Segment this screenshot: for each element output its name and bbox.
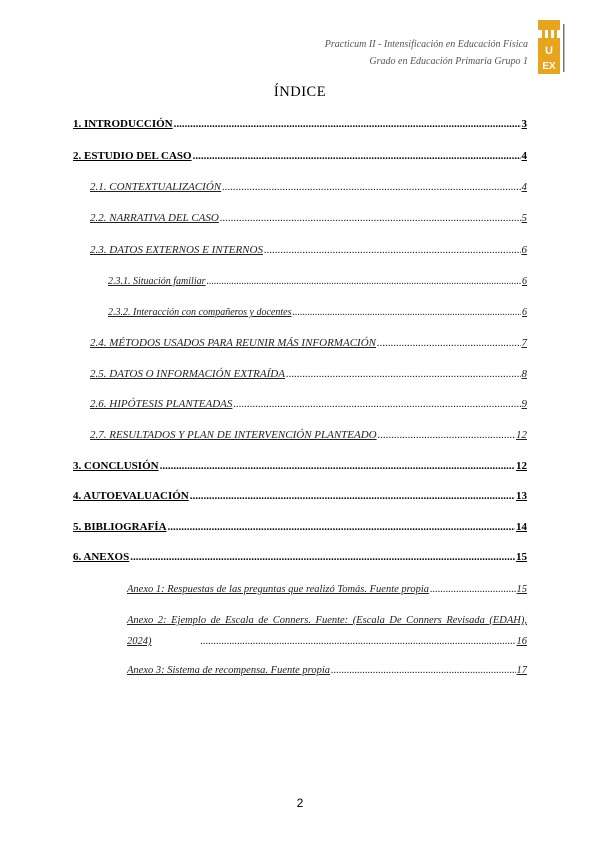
toc-label: 2.7. RESULTADOS Y PLAN DE INTERVENCIÓN PLANTEADO — [90, 429, 377, 441]
toc-label: 6. ANEXOS — [73, 551, 130, 563]
toc-page: 15 — [516, 584, 527, 595]
toc-label: 2.4. MÉTODOS USADOS PARA REUNIR MÁS INFORMACIÓN — [90, 337, 376, 349]
toc-page: 15 — [516, 551, 527, 563]
toc-label: Anexo 2: Ejemplo de Escala de Conners. Fuente: (Escala De Conners Revisada (EDAH), 2024) — [127, 615, 527, 647]
toc-page: 4 — [521, 150, 527, 162]
toc-entry-resultados[interactable] — [90, 429, 527, 441]
toc-label: 2.6. HIPÓTESIS PLANTEADAS — [90, 398, 233, 410]
page-header — [325, 36, 528, 70]
svg-text:U: U — [545, 45, 553, 57]
toc-entry-anexo-1[interactable] — [127, 584, 527, 595]
toc-label: 2.3. DATOS EXTERNOS E INTERNOS — [90, 244, 263, 256]
toc-page: 5 — [521, 212, 527, 224]
toc-page: 12 — [516, 460, 527, 472]
toc-entry-datos-externos[interactable] — [90, 244, 527, 256]
toc-label: 2.3.2. Interacción con compañeros y docentes — [108, 307, 292, 318]
toc-entry-conclusion[interactable] — [73, 460, 527, 472]
toc-entry-hipotesis[interactable] — [90, 398, 527, 410]
svg-text:EX: EX — [542, 61, 556, 72]
toc-entry-metodos[interactable] — [90, 337, 527, 349]
toc-entry-interaccion[interactable] — [108, 307, 527, 318]
toc-page: 7 — [521, 337, 527, 349]
toc-entry-autoevaluacion[interactable] — [73, 490, 527, 502]
toc-label: 2.5. DATOS O INFORMACIÓN EXTRAÍDA — [90, 368, 285, 380]
toc-entry-anexos[interactable] — [73, 551, 527, 563]
toc-page: 8 — [521, 368, 527, 380]
toc-label: 1. INTRODUCCIÓN — [73, 118, 173, 130]
toc-page: 14 — [516, 521, 527, 533]
toc-entry-contextualizacion[interactable] — [90, 181, 527, 193]
toc-page: 16 — [516, 636, 527, 647]
toc-label: 5. BIBLIOGRAFÍA — [73, 521, 167, 533]
toc-page: 9 — [521, 398, 527, 410]
toc-label: 2.3.1. Situación familiar — [108, 276, 206, 287]
toc-page: 12 — [516, 429, 527, 441]
toc-page: 17 — [516, 665, 527, 676]
toc-entry-anexo-2[interactable] — [127, 610, 527, 652]
header-group: Grado en Educación Primaria Grupo 1 — [369, 56, 528, 67]
toc-entry-datos-extraida[interactable] — [90, 368, 527, 380]
toc-entry-introduccion[interactable] — [73, 118, 527, 130]
toc-label: Anexo 1: Respuestas de las preguntas que realizó Tomás. Fuente propia — [127, 584, 430, 595]
toc-page: 6 — [522, 307, 527, 318]
uex-logo-icon — [536, 18, 570, 76]
toc-label: 2.2. NARRATIVA DEL CASO — [90, 212, 219, 224]
header-course: Practicum II - Intensificación en Educación Física — [324, 39, 528, 50]
toc-label: 2.1. CONTEXTUALIZACIÓN — [90, 181, 222, 193]
toc-label: 2. ESTUDIO DEL CASO — [73, 150, 192, 162]
toc-page: 4 — [521, 181, 527, 193]
toc-label: Anexo 3: Sistema de recompensa. Fuente propia — [127, 665, 331, 676]
toc-page: 6 — [521, 244, 527, 256]
toc-entry-anexo-3[interactable] — [127, 665, 527, 676]
toc-label: 4. AUTOEVALUACIÓN — [73, 490, 189, 502]
page-number: 2 — [296, 796, 304, 810]
toc-entry-bibliografia[interactable] — [73, 521, 527, 533]
toc-label: 3. CONCLUSIÓN — [73, 460, 159, 472]
toc-entry-narrativa[interactable] — [90, 212, 527, 224]
toc-page: 13 — [516, 490, 527, 502]
toc-page: 6 — [522, 276, 527, 287]
page-title: ÍNDICE — [273, 84, 327, 100]
toc-page: 3 — [521, 118, 527, 130]
toc-entry-estudio-del-caso[interactable] — [73, 150, 527, 162]
toc-entry-situacion-familiar[interactable] — [108, 276, 527, 287]
